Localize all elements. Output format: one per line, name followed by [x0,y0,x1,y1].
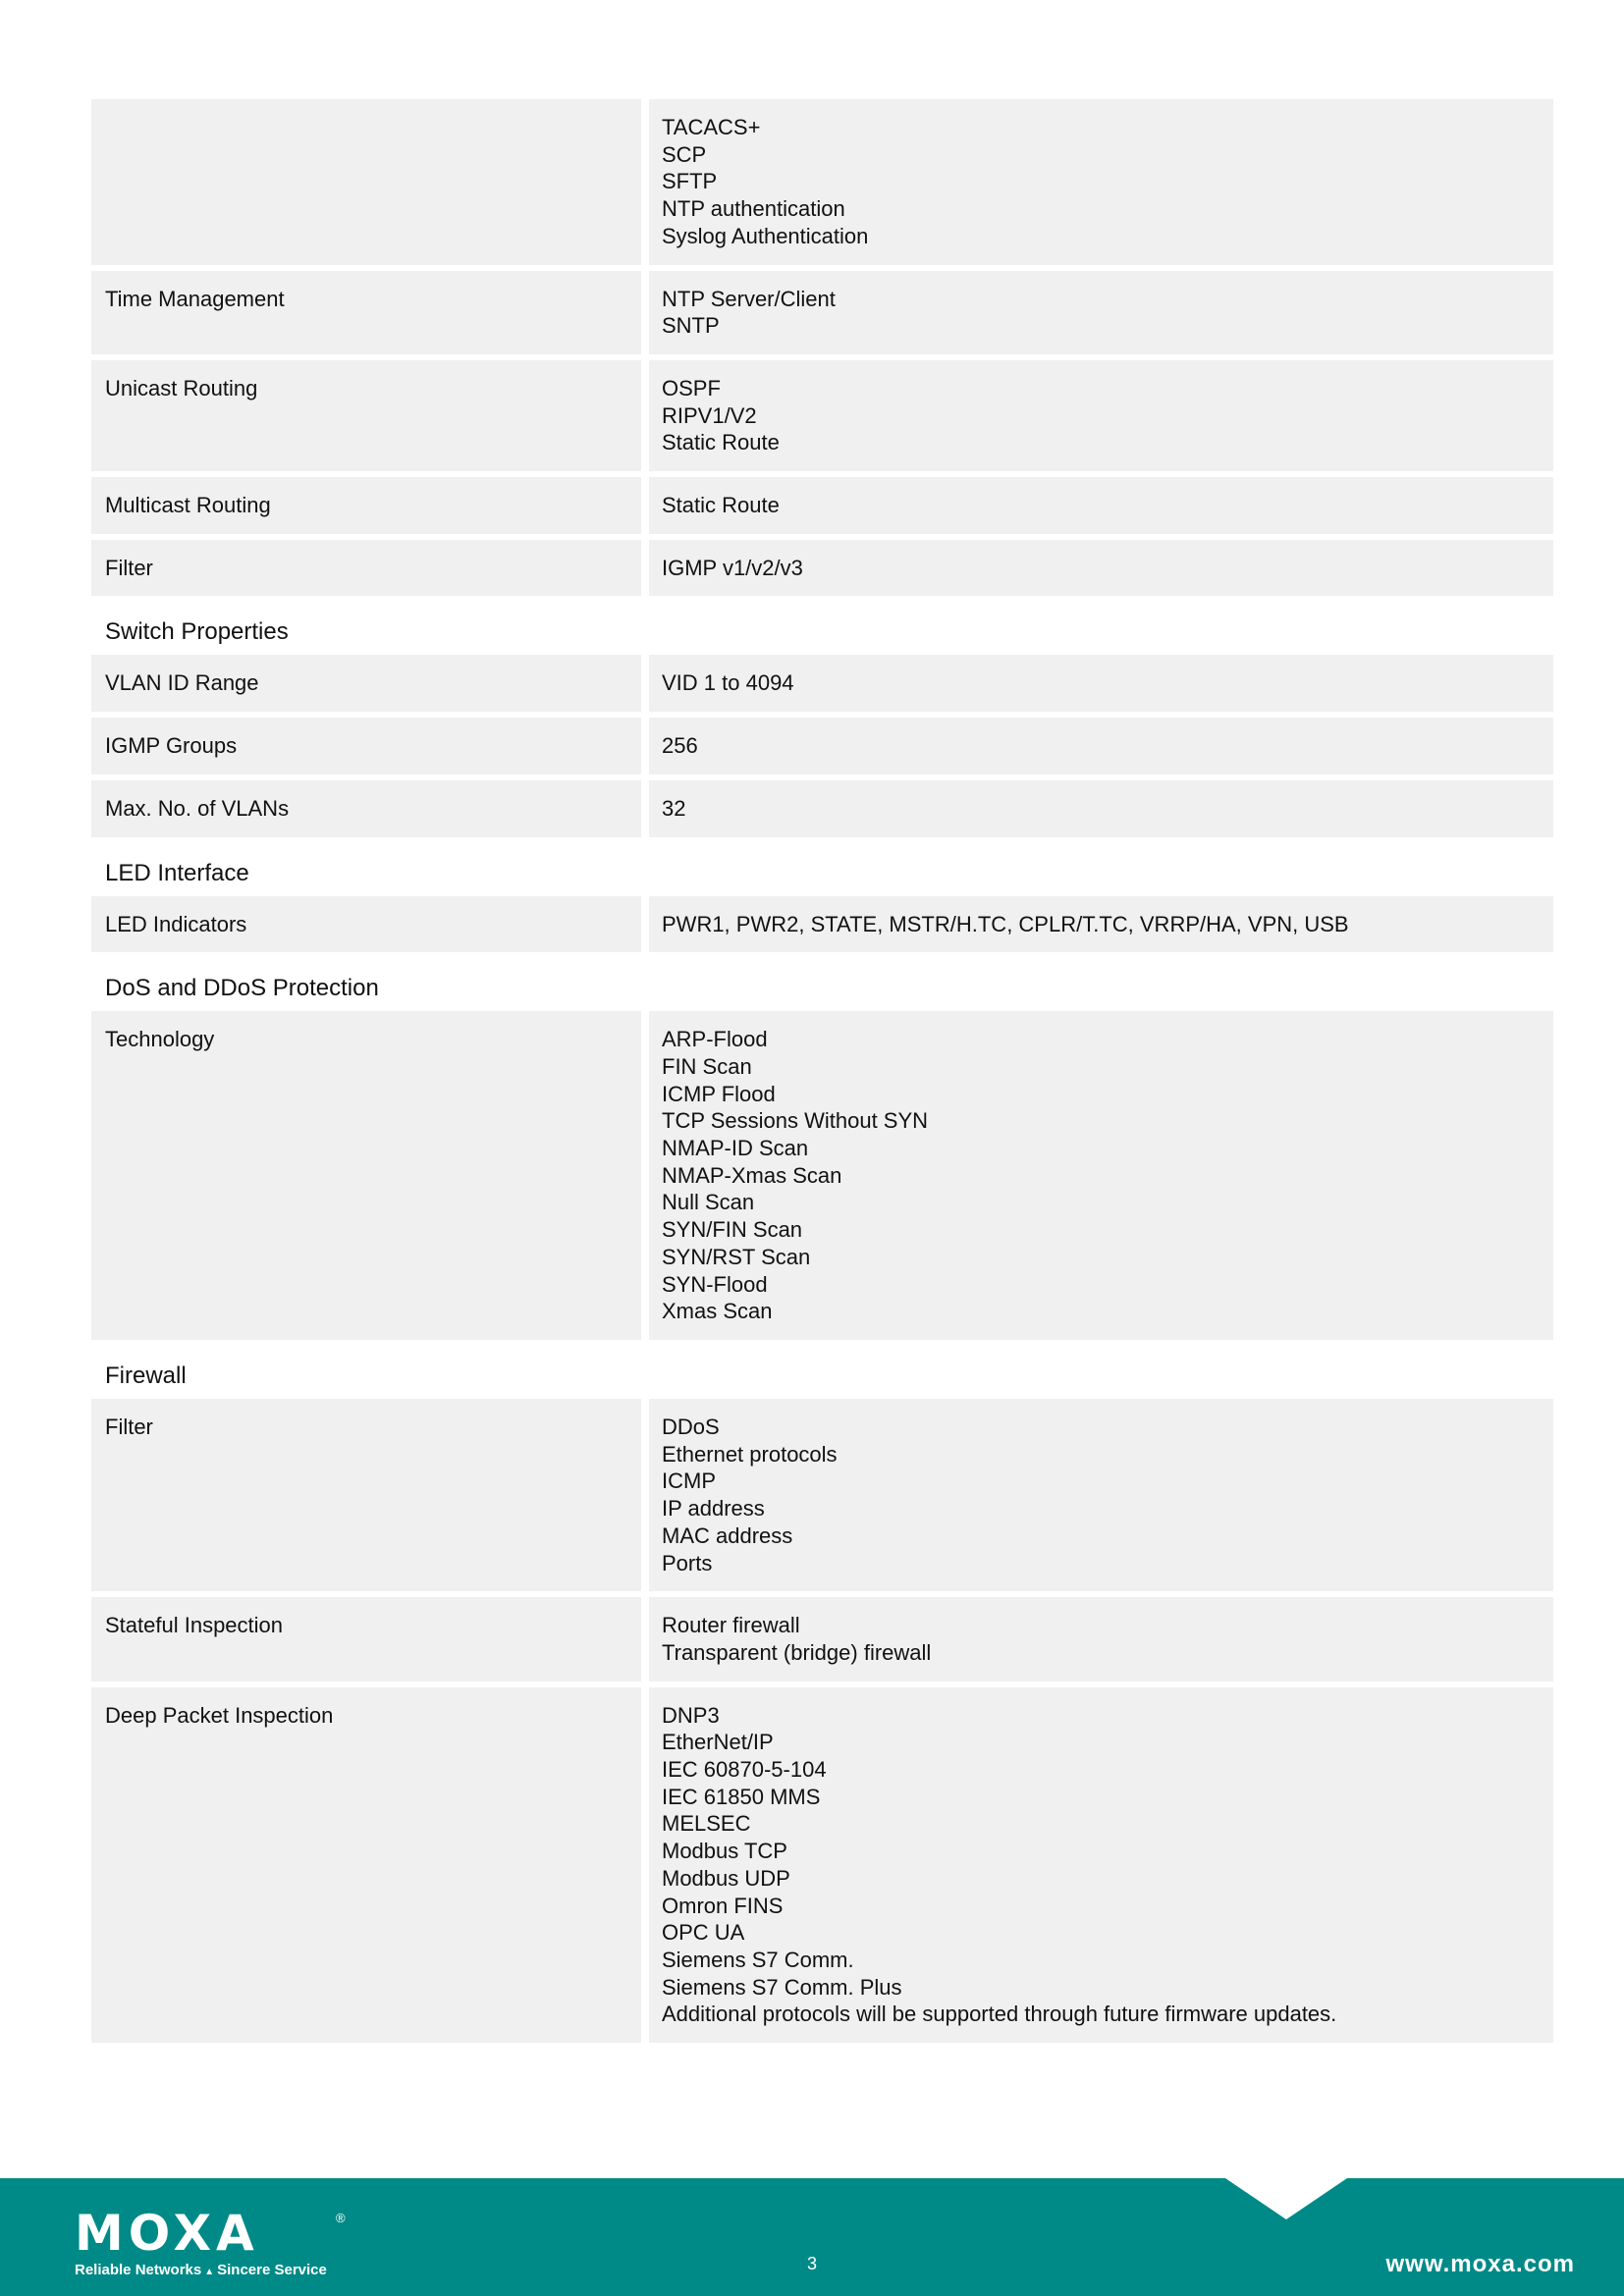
spec-row [91,1687,1553,2043]
spec-value: Modbus TCP [662,1839,787,1864]
spec-values [649,360,1553,471]
spec-value: RIPV1/V2 [662,402,757,428]
spec-values [649,477,1553,534]
spec-value: TACACS+ [662,115,761,139]
spec-row [91,477,1553,534]
spec-values [649,718,1553,774]
spec-value: PWR1, PWR2, STATE, MSTR/H.TC, CPLR/T.TC, VRRP/HA, VPN, USB [662,911,1349,936]
spec-value: TCP Sessions Without SYN [662,1108,929,1134]
spec-values [649,1597,1553,1681]
page-footer [0,2178,1624,2296]
spec-row [91,1597,1553,1681]
spec-row [91,1399,1553,1591]
logo-wordmark: MOXA [75,2205,259,2262]
spec-value: IEC 60870-5-104 [662,1757,827,1783]
spec-row [91,655,1553,712]
spec-value: SFTP [662,169,718,194]
spec-value: IEC 61850 MMS [662,1784,821,1809]
spec-value: Syslog Authentication [662,223,869,248]
spec-value: Modbus UDP [662,1865,790,1891]
spec-value: Omron FINS [662,1893,784,1918]
spec-row [91,99,1553,265]
spec-label: IGMP Groups [91,718,641,774]
spec-value: NTP authentication [662,196,845,222]
registered-mark-icon: ® [336,2211,346,2225]
spec-value: SYN/FIN Scan [662,1217,803,1243]
spec-value: MAC address [662,1522,793,1548]
spec-value: OSPF [662,375,721,400]
spec-value: IP address [662,1496,765,1522]
spec-row [91,780,1553,837]
triangle-icon: ▲ [204,2267,215,2277]
spec-value: MELSEC [662,1811,751,1837]
spec-value: EtherNet/IP [662,1730,774,1755]
spec-value: Static Route [662,430,780,455]
page-number: 3 [806,2254,817,2273]
spec-label [91,99,641,265]
section-title: LED Interface [105,859,249,886]
spec-value: NTP Server/Client [662,286,836,311]
spec-value: SNTP [662,313,720,339]
spec-label: Multicast Routing [91,477,641,534]
footer-notch [1225,2178,1347,2219]
spec-label: Deep Packet Inspection [91,1687,641,2043]
website-link[interactable]: www.moxa.com [1385,2251,1575,2277]
spec-value: Null Scan [662,1190,755,1215]
spec-value: FIN Scan [662,1053,752,1079]
section-title: DoS and DDoS Protection [105,975,379,1002]
spec-value: ICMP [662,1468,716,1494]
spec-value: Ethernet protocols [662,1441,838,1467]
spec-value: SYN-Flood [662,1271,768,1297]
spec-label: LED Indicators [91,896,641,953]
spec-label: Stateful Inspection [91,1597,641,1681]
spec-label: Filter [91,540,641,597]
spec-value: Xmas Scan [662,1299,773,1324]
spec-value: NMAP-ID Scan [662,1136,809,1161]
tagline-right: Sincere Service [217,2262,327,2278]
spec-value: DNP3 [662,1702,720,1728]
spec-label: Filter [91,1399,641,1591]
section-title: Switch Properties [105,618,289,646]
spec-values [649,540,1553,597]
spec-value: Siemens S7 Comm. [662,1947,854,1972]
spec-values [649,99,1553,265]
spec-value: ICMP Flood [662,1081,776,1106]
spec-label: Time Management [91,271,641,354]
spec-values [649,271,1553,354]
spec-value: Ports [662,1550,713,1575]
spec-label: VLAN ID Range [91,655,641,712]
spec-value: ARP-Flood [662,1027,768,1052]
spec-value: VID 1 to 4094 [662,670,794,696]
section-title: Firewall [105,1362,187,1389]
spec-value: Static Route [662,493,780,518]
tagline-left: Reliable Networks [75,2262,202,2278]
spec-value: OPC UA [662,1920,745,1946]
spec-value: IGMP v1/v2/v3 [662,555,803,580]
spec-values [649,780,1553,837]
spec-value: DDoS [662,1414,720,1439]
spec-row [91,271,1553,354]
spec-value: SCP [662,141,707,167]
spec-values [649,1687,1553,2043]
spec-row [91,540,1553,597]
spec-label: Technology [91,1011,641,1340]
spec-row [91,1011,1553,1340]
spec-label: Unicast Routing [91,360,641,471]
spec-row [91,718,1553,774]
spec-row [91,896,1553,953]
spec-label: Max. No. of VLANs [91,780,641,837]
spec-table [91,99,1553,2049]
spec-value: Transparent (bridge) firewall [662,1639,932,1665]
spec-value: Siemens S7 Comm. Plus [662,1974,902,2000]
spec-values [649,1011,1553,1340]
spec-value: NMAP-Xmas Scan [662,1162,842,1188]
spec-value: Additional protocols will be supported through future firmware updates. [662,2002,1337,2027]
spec-values [649,1399,1553,1591]
spec-values [649,655,1553,712]
spec-value: 32 [662,795,686,821]
spec-values [649,896,1553,953]
spec-value: 256 [662,733,698,759]
spec-value: Router firewall [662,1613,800,1638]
spec-value: SYN/RST Scan [662,1244,811,1269]
spec-row [91,360,1553,471]
